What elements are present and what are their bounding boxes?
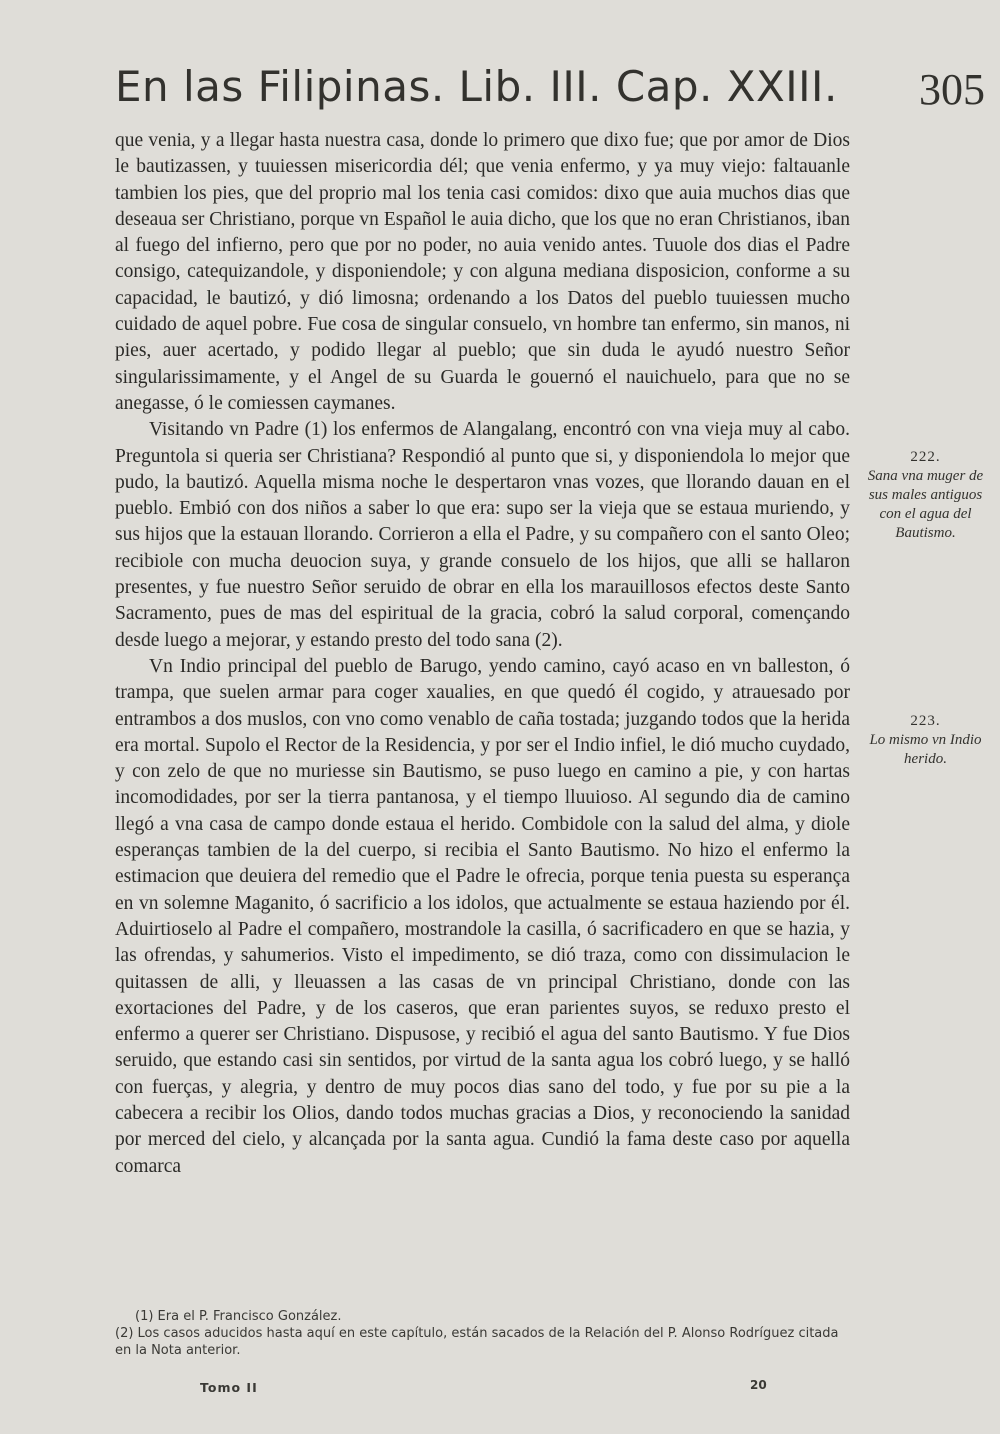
- page-number: 305: [919, 65, 985, 114]
- body-text: [115, 128, 850, 1180]
- margin-note-223: [858, 712, 993, 769]
- margin-note-222: [858, 448, 993, 543]
- margin-note-number: 223.: [910, 713, 941, 729]
- signature-number: 20: [750, 1378, 767, 1392]
- footnotes: [115, 1308, 850, 1359]
- paragraph-1: que venia, y a llegar hasta nuestra casa, donde lo primero que dixo fue; que por amor de Dios le bautizassen, y tuuiessen misericordia dél; que venia enfermo, y ya muy viejo: faltauanle tambien los pies, que del proprio mal los tenia casi comidos: dixo que auia muchos dias que deseaua ser Christiano, porque vn Español le auia dicho, que los que no eran Christianos, iban al fuego del infierno, pero que por no poder, no auia venido antes. Tuuole dos dias el Padre consigo, catequizandole, y disponiendole; y con alguna mediana disposicion, conforme a su capacidad, le bautizó, y dió limosna; ordenando a los Datos del pueblo tuuiessen mucho cuidado de aquel pobre. Fue cosa de singular consuelo, vn hombre tan enfermo, sin manos, ni pies, auer acertado, y podido llegar al pueblo; que sin duda le ayudó nuestro Señor singularissimamente, y el Angel de su Guarda le gouernó el nauichuelo, para que no se anegasse, ó le comiessen caymanes.: [115, 130, 850, 414]
- margin-note-text: Sana vna muger de sus males antiguos con el agua del Bautismo.: [867, 468, 984, 541]
- footnote-1: (1) Era el P. Francisco González.: [135, 1309, 342, 1324]
- margin-note-text: Lo mismo vn Indio herido.: [869, 732, 982, 767]
- running-head: [115, 62, 985, 122]
- footnote-2: (2) Los casos aducidos hasta aquí en este capítulo, están sacados de la Relación del P. Alonso Rodríguez citada en la Nota anterior.: [115, 1326, 839, 1358]
- margin-note-number: 222.: [910, 449, 941, 465]
- paragraph-2: Visitando vn Padre (1) los enfermos de Alangalang, encontró con vna vieja muy al cabo. Preguntola si queria ser Christiana? Respondió al punto que si, y disponiendola lo mejor que pudo, la bautizó. Aquella misma noche le despertaron vnas vozes, que llorando dauan en el pueblo. Embió con dos niños a saber lo que era: supo ser la vieja que se estaua muriendo, y sus hijos que la estauan llorando. Corrieron a ella el Padre, y su compañero con el santo Oleo; recibiole con mucha deuocion suya, y grande consuelo de los hijos, que alli se hallaron presentes, y fue nuestro Señor seruido de obrar en ella los marauillosos efectos deste Santo Sacramento, pues de mas del espiritual de la gracia, cobró la salud corporal, començando desde luego a mejorar, y estando presto del todo sana (2).: [115, 419, 850, 651]
- signature-mark: Tomo II: [200, 1380, 258, 1395]
- running-title: En las Filipinas. Lib. III. Cap. XXIII.: [115, 62, 838, 111]
- paragraph-3: Vn Indio principal del pueblo de Barugo, yendo camino, cayó acaso en vn balleston, ó trampa, que suelen armar para coger xaualies, en que quedó él cogido, y atrauesado por entrambos a dos muslos, con vno como venablo de caña tostada; juzgando todos que la herida era mortal. Supolo el Rector de la Residencia, y por ser el Indio infiel, le dió mucho cuydado, y con zelo de que no muriesse sin Bautismo, se puso luego en camino a pie, y con hartas incomodidades, por ser la tierra pantanosa, y el tiempo lluuioso. Al segundo dia de camino llegó a vna casa de campo donde estaua el herido. Combidole con la salud del alma, y diole esperanças tambien de la del cuerpo, si recibia el Santo Bautismo. No hizo el enfermo la estimacion que deuiera del remedio que el Padre le ofrecia, porque tenia puesta su esperança en vn solemne Maganito, ó sacrificio a los idolos, que actualmente se estaua haziendo por él. Aduirtioselo al Padre el compañero, mostrandole la casilla, ó sacrificadero en que se hazia, y las ofrendas, y sahumerios. Visto el impedimento, se dió traza, como con dissimulacion le quitassen de alli, y lleuassen a las casas de vn principal Christiano, donde con las exortaciones del Padre, y de los caseros, que eran parientes suyos, se reduxo presto el enfermo a querer ser Christiano. Dispusose, y recibió el agua del santo Bautismo. Y fue Dios seruido, que estando casi sin sentidos, por virtud de la santa agua los cobró luego, y se halló con fuerças, y alegria, y dentro de muy pocos dias sano del todo, y fue por su pie a la cabecera a recibir los Olios, dando todos muchas gracias a Dios, y reconociendo la sanidad por merced del cielo, y alcançada por la santa agua. Cundió la fama deste caso por aquella comarca: [115, 655, 850, 1177]
